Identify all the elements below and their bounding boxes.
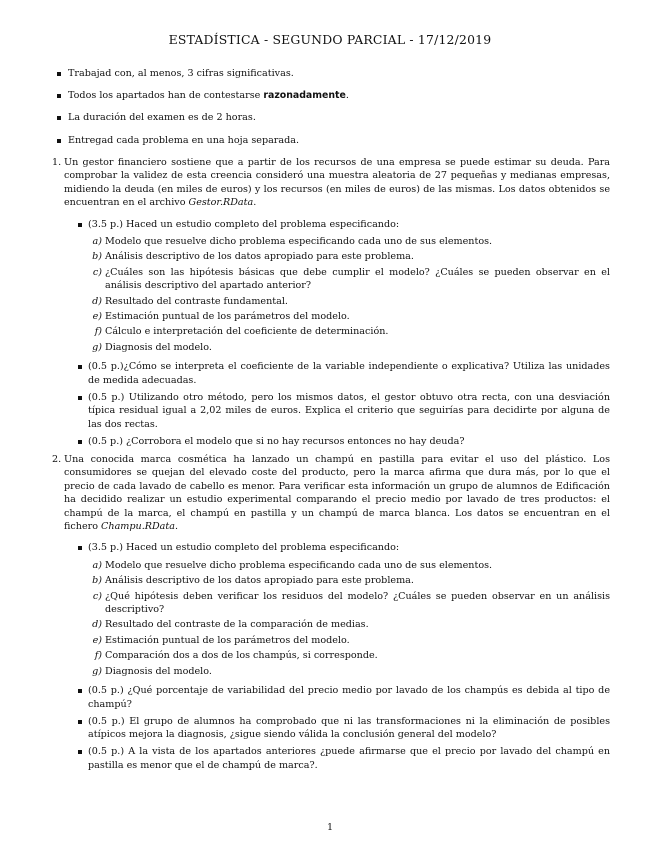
question-item: (3.5 p.) Haced un estudio completo del problema especificando: a) Modelo que resuelve dicho problema especificando cada uno de sus elementos. b) Análisis descriptivo de los datos apropiado para este problema. c) ¿Cuáles son las hipótesis básicas que debe cumplir el modelo? ¿Cuáles se pueden observar en el análisis descriptivo del apartado anterior? d) Resultado del contraste fundamental. e) Estimación puntual de los parámetros del modelo. f) Cálculo e interpretación del coeficiente de determinación. g) Diagnosis del modelo. bbox=[50, 218, 610, 355]
exam-title: ESTADÍSTICA - SEGUNDO PARCIAL - 17/12/2019 bbox=[168, 32, 492, 47]
square-bullet-icon bbox=[57, 116, 61, 120]
problem-number: 1. bbox=[52, 157, 62, 168]
problem-2 bbox=[50, 453, 610, 776]
square-bullet-icon bbox=[78, 365, 82, 369]
subquestion-item: c) ¿Qué hipótesis deben verificar los residuos del modelo? ¿Cuáles se pueden observar en un análisis descriptivo? bbox=[92, 590, 610, 616]
instruction-item: La duración del examen es de 2 horas. bbox=[50, 111, 610, 124]
square-bullet-icon bbox=[78, 750, 82, 754]
square-bullet-icon bbox=[57, 72, 61, 76]
subquestion-item: c) ¿Cuáles son las hipótesis básicas que debe cumplir el modelo? ¿Cuáles se pueden observar en el análisis descriptivo del apartado anterior? bbox=[92, 266, 610, 292]
problem-statement: Una conocida marca cosmética ha lanzado un champú en pastilla para evitar el uso del plástico. Los consumidores se quejan del elevado coste del producto, pero la marca afirma que dura más, por lo que el precio de cada lavado de cabello es menor. Para verificar esta información un grupo de alumnos de Edificación ha decidido realizar un estudio experimental comparando el precio medio por lavado de tres productos: el champú de la marca, el champú en pastilla y un champú de marca blanca. Los datos se encuentran en el fichero Champu.RData. bbox=[64, 454, 610, 533]
square-bullet-icon bbox=[57, 139, 61, 143]
question-item: (0.5 p.) A la vista de los apartados anteriores ¿puede afirmarse que el precio por lavado del champú en pastilla es menor que el de champú de marca?. bbox=[50, 745, 610, 772]
subquestion-item: g) Diagnosis del modelo. bbox=[92, 341, 212, 353]
question-item: (0.5 p.) El grupo de alumnos ha comprobado que ni las transformaciones ni la eliminación de posibles atípicos mejora la diagnosis, ¿sigue siendo válida la conclusión general del modelo? bbox=[50, 715, 610, 742]
instruction-item: Trabajad con, al menos, 3 cifras significativas. bbox=[50, 67, 610, 80]
exam-page bbox=[50, 0, 610, 848]
problem-1 bbox=[50, 156, 610, 452]
question-list bbox=[50, 218, 610, 449]
instructions-list bbox=[50, 67, 610, 156]
subquestion-item: d) Resultado del contraste fundamental. bbox=[92, 295, 288, 307]
subquestion-item: a) Modelo que resuelve dicho problema especificando cada uno de sus elementos. bbox=[92, 559, 493, 571]
subquestion-item: b) Análisis descriptivo de los datos apropiado para este problema. bbox=[92, 251, 414, 263]
subquestion-item: f) Comparación dos a dos de los champús, si corresponde. bbox=[94, 650, 378, 662]
question-item: (0.5 p.) ¿Corrobora el modelo que si no hay recursos entonces no hay deuda? bbox=[50, 435, 610, 448]
instruction-item: Todos los apartados han de contestarse razonadamente. bbox=[50, 89, 610, 102]
subquestion-item: e) Estimación puntual de los parámetros del modelo. bbox=[92, 311, 350, 323]
emphasis-text: razonadamente bbox=[263, 90, 346, 102]
subquestion-list bbox=[88, 559, 610, 678]
subquestion-item: g) Diagnosis del modelo. bbox=[92, 665, 212, 677]
square-bullet-icon bbox=[78, 689, 82, 693]
question-item: (0.5 p.) Utilizando otro método, pero los mismos datos, el gestor obtuvo otra recta, con una desviación típica residual igual a 2,02 miles de euros. Explica el criterio que seguirías para decidirte por alguna de las dos rectas. bbox=[50, 391, 610, 431]
problem-statement: Un gestor financiero sostiene que a partir de los recursos de una empresa se puede estimar su deuda. Para comprobar la validez de esta creencia consideró una muestra aleatoria de 27 pequeñas y medianas empresas, midiendo la deuda (en miles de euros) y los recursos (en miles de euros) de las mismas. Los datos obtenidos se encuentran en el archivo Gestor.RData. bbox=[64, 157, 610, 209]
subquestion-item: d) Resultado del contraste de la comparación de medias. bbox=[92, 619, 369, 631]
square-bullet-icon bbox=[78, 440, 82, 444]
square-bullet-icon bbox=[78, 546, 82, 550]
square-bullet-icon bbox=[78, 720, 82, 724]
square-bullet-icon bbox=[57, 94, 61, 98]
square-bullet-icon bbox=[78, 223, 82, 227]
problem-number: 2. bbox=[52, 454, 62, 465]
data-file-name: Gestor.RData bbox=[188, 197, 254, 209]
subquestion-list bbox=[88, 235, 610, 354]
page-number: 1 bbox=[326, 822, 334, 833]
question-item: (0.5 p.)¿Cómo se interpreta el coeficiente de la variable independiente o explicativa? Utiliza las unidades de medida adecuadas. bbox=[50, 360, 610, 387]
square-bullet-icon bbox=[78, 396, 82, 400]
instruction-item: Entregad cada problema en una hoja separada. bbox=[50, 134, 610, 147]
subquestion-item: a) Modelo que resuelve dicho problema especificando cada uno de sus elementos. bbox=[92, 236, 493, 248]
subquestion-item: b) Análisis descriptivo de los datos apropiado para este problema. bbox=[92, 575, 414, 587]
question-list bbox=[50, 541, 610, 772]
question-item: (0.5 p.) ¿Qué porcentaje de variabilidad del precio medio por lavado de los champús es debida al tipo de champú? bbox=[50, 684, 610, 711]
data-file-name: Champu.RData bbox=[101, 521, 175, 533]
subquestion-item: e) Estimación puntual de los parámetros del modelo. bbox=[92, 634, 350, 646]
question-item: (3.5 p.) Haced un estudio completo del problema especificando: a) Modelo que resuelve dicho problema especificando cada uno de sus elementos. b) Análisis descriptivo de los datos apropiado para este problema. c) ¿Qué hipótesis deben verificar los residuos del modelo? ¿Cuáles se pueden observar en un análisis descriptivo? d) Resultado del contraste de la comparación de medias. e) Estimación puntual de los parámetros del modelo. f) Comparación dos a dos de los champús, si corresponde. g) Diagnosis del modelo. bbox=[50, 541, 610, 678]
subquestion-item: f) Cálculo e interpretación del coeficiente de determinación. bbox=[94, 326, 389, 338]
